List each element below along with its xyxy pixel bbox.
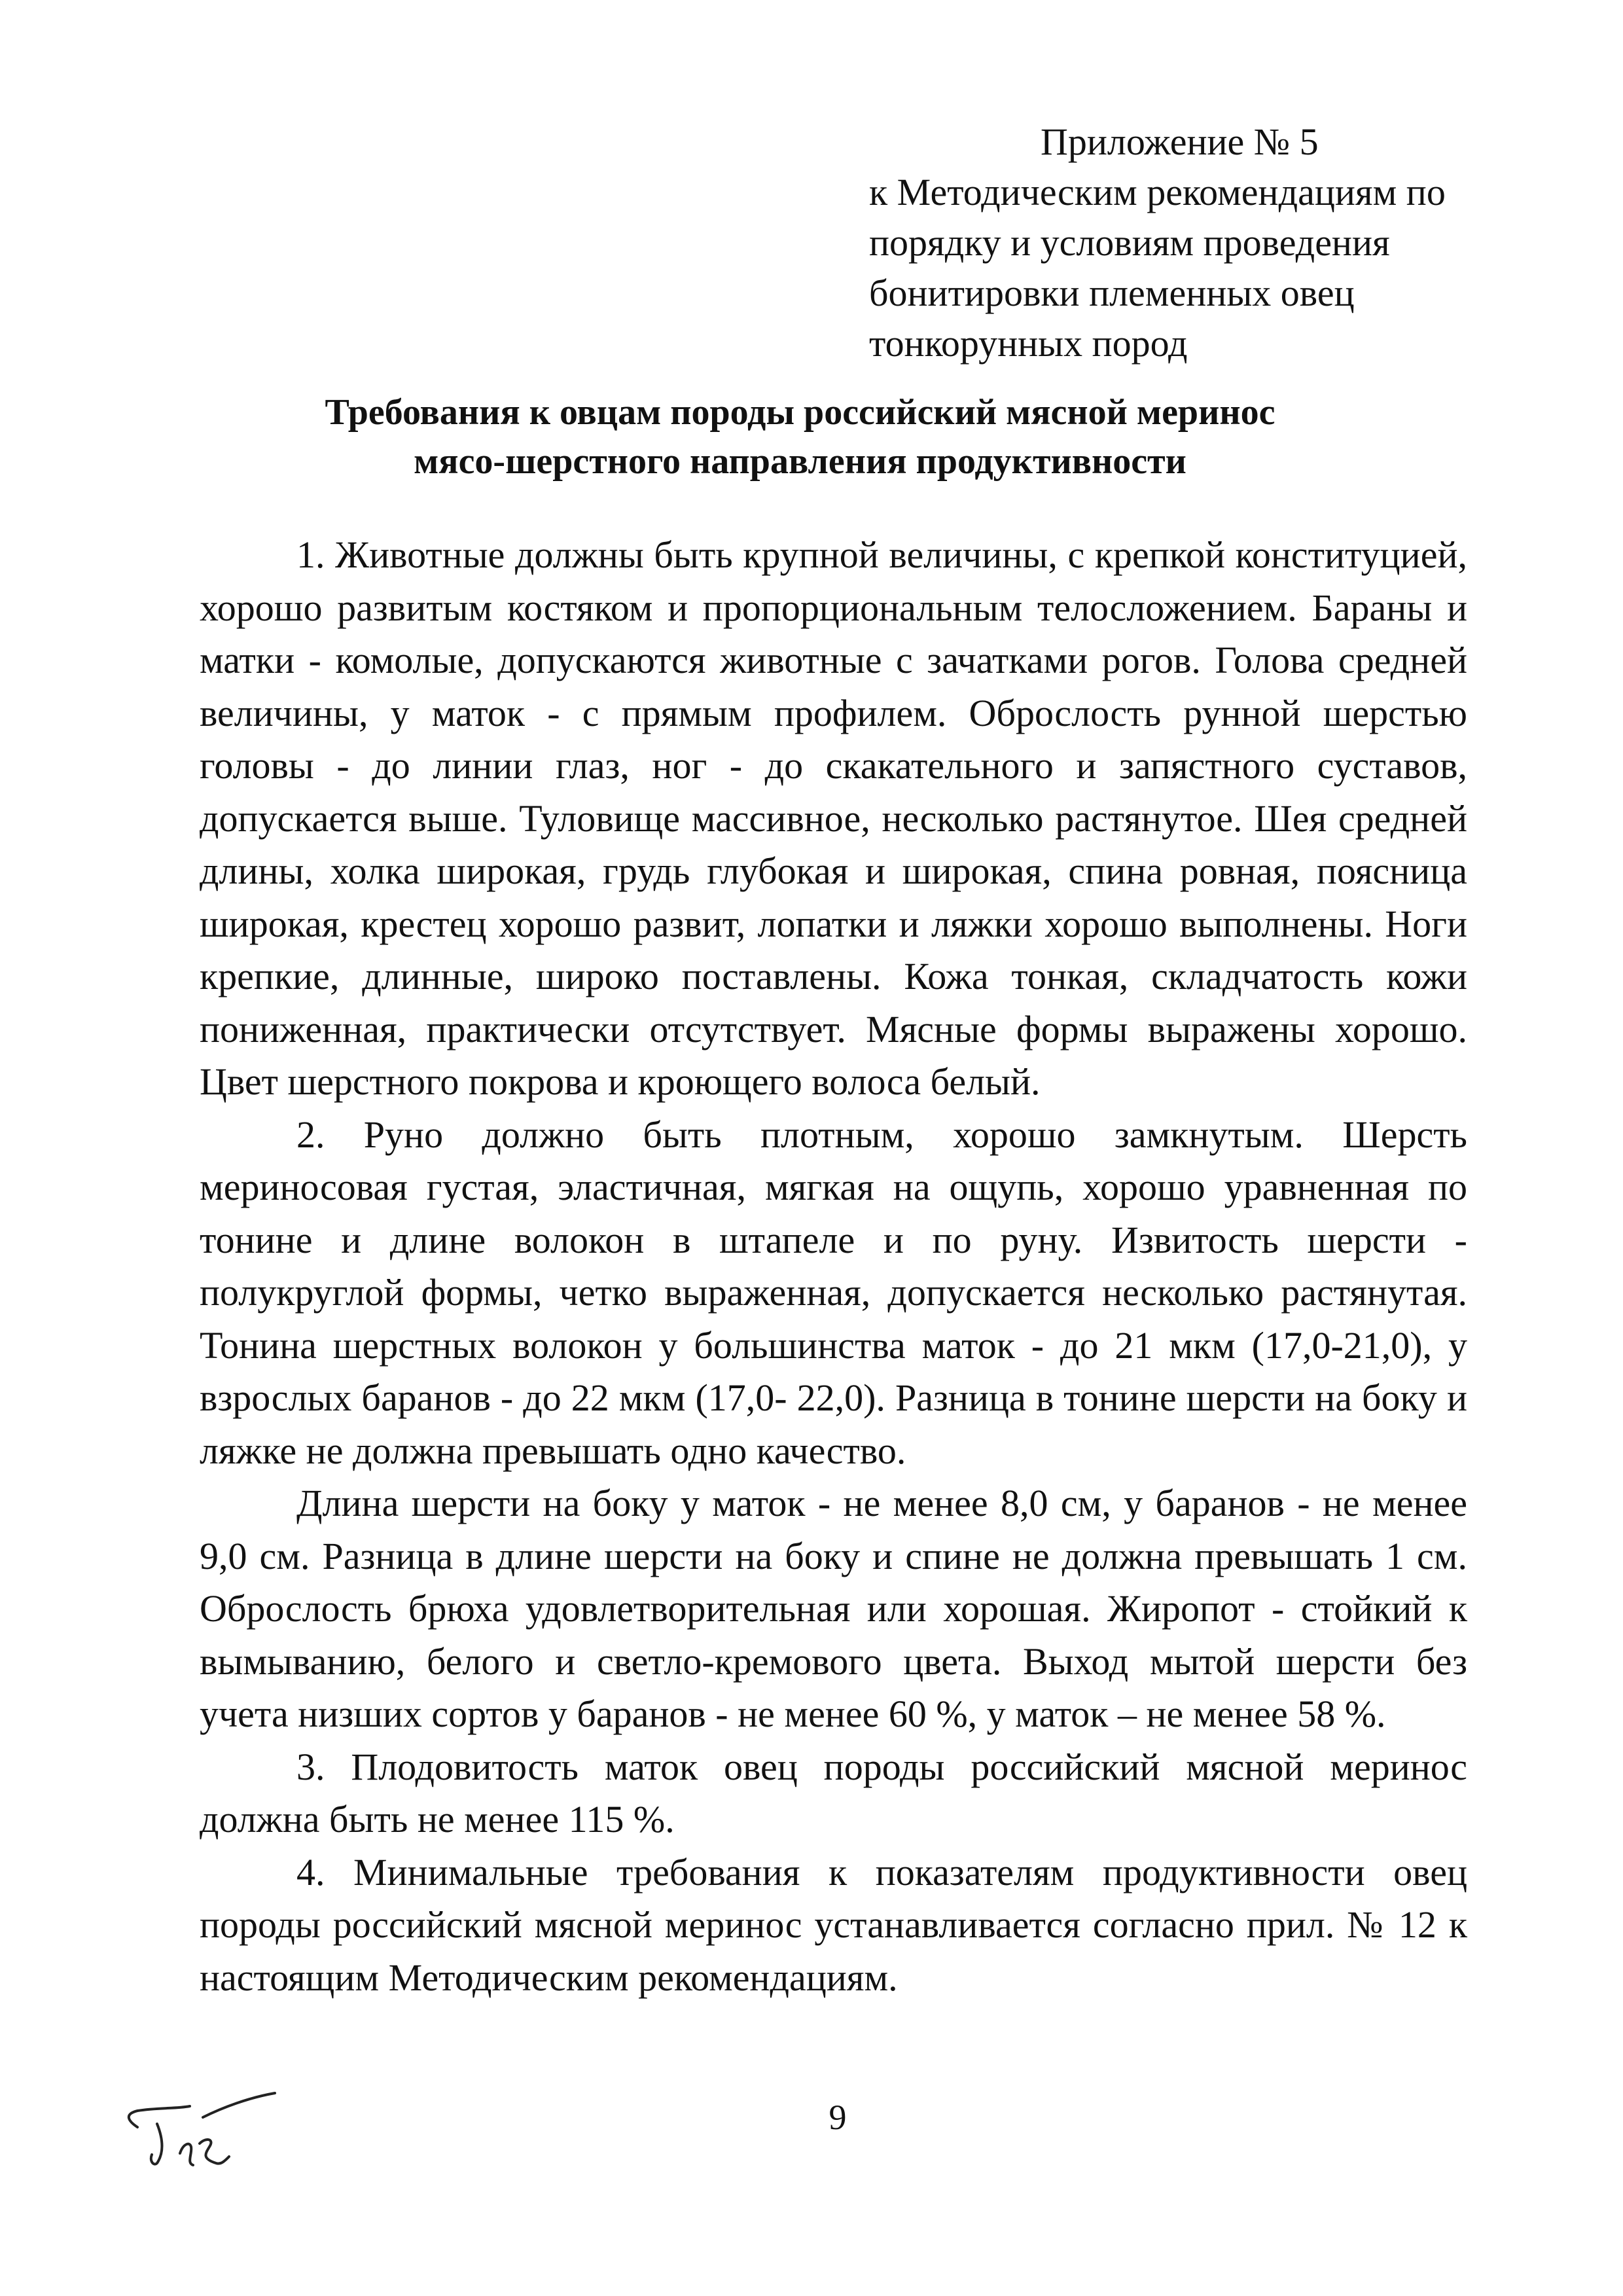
paragraph-3: Длина шерсти на боку у маток - не менее 8,0 см, у баранов - не менее 9,0 см. Разница в длине шерсти на боку и спине не должна превышать 1 см. Оброслость брюха удовлетворительная или хорошая. Жиропот - стойкий к вымыванию, белого и светло-кремового цвета. Выход мытой шерсти без учета низших сортов у баранов - не менее 60 %, у маток – не менее 58 %. — [200, 1482, 1467, 1735]
annex-title: Приложение № 5 — [1041, 120, 1319, 163]
annex-reference: к Методическим рекомендациям по порядку и условиям проведения бонитировки племенных овец тонкорунных пород — [869, 171, 1446, 365]
page-number: 9 — [829, 2098, 847, 2137]
paragraph-1: 1. Животные должны быть крупной величины, с крепкой конституцией, хорошо развитым костяком и пропорциональным телосложением. Бараны и матки - комолые, допускаются животные с зачатками рогов. Голова средней величины, у маток - с прямым профилем. Оброслость рунной шерстью головы - до линии глаз, ног - до скакательного и запястного суставов, допускается выше. Туловище массивное, несколько растянутое. Шея средней длины, холка широкая, грудь глубокая и широкая, спина ровная, поясница широкая, крестец хорошо развит, лопатки и ляжки хорошо выполнены. Ноги крепкие, длинные, широко поставлены. Кожа тонкая, складчатость кожи пониженная, практически отсутствует. Мясные формы выражены хорошо. Цвет шерстного покрова и кроющего волоса белый. — [200, 533, 1467, 1103]
paragraph-2: 2. Руно должно быть плотным, хорошо замкнутым. Шерсть мериносовая густая, эластичная, мягкая на ощупь, хорошо уравненная по тонине и длине волокон в штапеле и по руну. Извитость шерсти - полукруглой формы, четко выраженная, допускается несколько растянутая. Тонина шерстных волокон у большинства маток - до 21 мкм (17,0-21,0), у взрослых баранов - до 22 мкм (17,0- 22,0). Разница в тонине шерсти на боку и ляжке не должна превышать одно качество. — [200, 1113, 1467, 1472]
paragraph-5: 4. Минимальные требования к показателям продуктивности овец породы российский мясной меринос устанавливается согласно прил. № 12 к настоящим Методическим рекомендациям. — [200, 1850, 1467, 1999]
document-title: Требования к овцам породы российский мясной меринос мясо-шерстного направления продуктивности — [325, 392, 1275, 482]
document-body — [200, 529, 1467, 2004]
annex-header — [869, 117, 1497, 368]
paragraph-4: 3. Плодовитость маток овец породы российский мясной меринос должна быть не менее 115 %. — [200, 1745, 1467, 1840]
handwritten-signature — [118, 2081, 281, 2179]
